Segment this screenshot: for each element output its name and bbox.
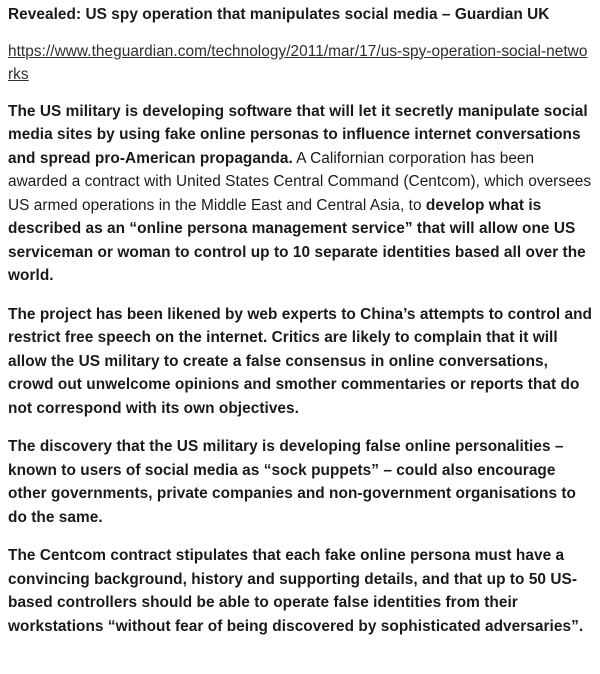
post-title: Revealed: US spy operation that manipulates social media – Guardian UK — [8, 6, 550, 23]
paragraph-2: The project has been likened by web experts to China’s attempts to control and restrict free speech on the internet. Critics are likely to complain that it will allow the US military to create a false consensus in online conversations, crowd out unwelcome opinions and smother commentaries or reports that do not correspond with its own objectives. — [8, 305, 593, 417]
paragraph-1-bold-end: develop what is described as an “online persona management service” that will allow one US serviceman or woman to control up to 10 separate identities based all over the world. — [8, 196, 586, 284]
source-link[interactable]: https://www.theguardian.com/technology/2011/mar/17/us-spy-operation-social-networks — [8, 42, 588, 83]
paragraph-1-text: A Californian corporation has been awarded a contract with United States Central Command (Centcom), which oversees US armed operations in the Middle East and Central Asia, to — [8, 149, 592, 214]
paragraph-1-bold-lead: The US military is developing software that will let it secretly manipulate social media sites by using fake online personas to influence internet conversations and spread pro-American propaganda. — [8, 102, 588, 167]
paragraph-3: The discovery that the US military is developing false online personalities – known to users of social media as “sock puppets” – could also encourage other governments, private companies and non-government organisations to do the same. — [8, 438, 577, 526]
source-link-row — [8, 40, 592, 87]
paragraph-1 — [8, 100, 592, 288]
paragraph-4: The Centcom contract stipulates that each fake online persona must have a convincing background, history and supporting details, and that up to 50 US-based controllers should be able to operate false identities from their workstations “without fear of being discovered by sophisticated adversaries”. — [8, 547, 584, 635]
